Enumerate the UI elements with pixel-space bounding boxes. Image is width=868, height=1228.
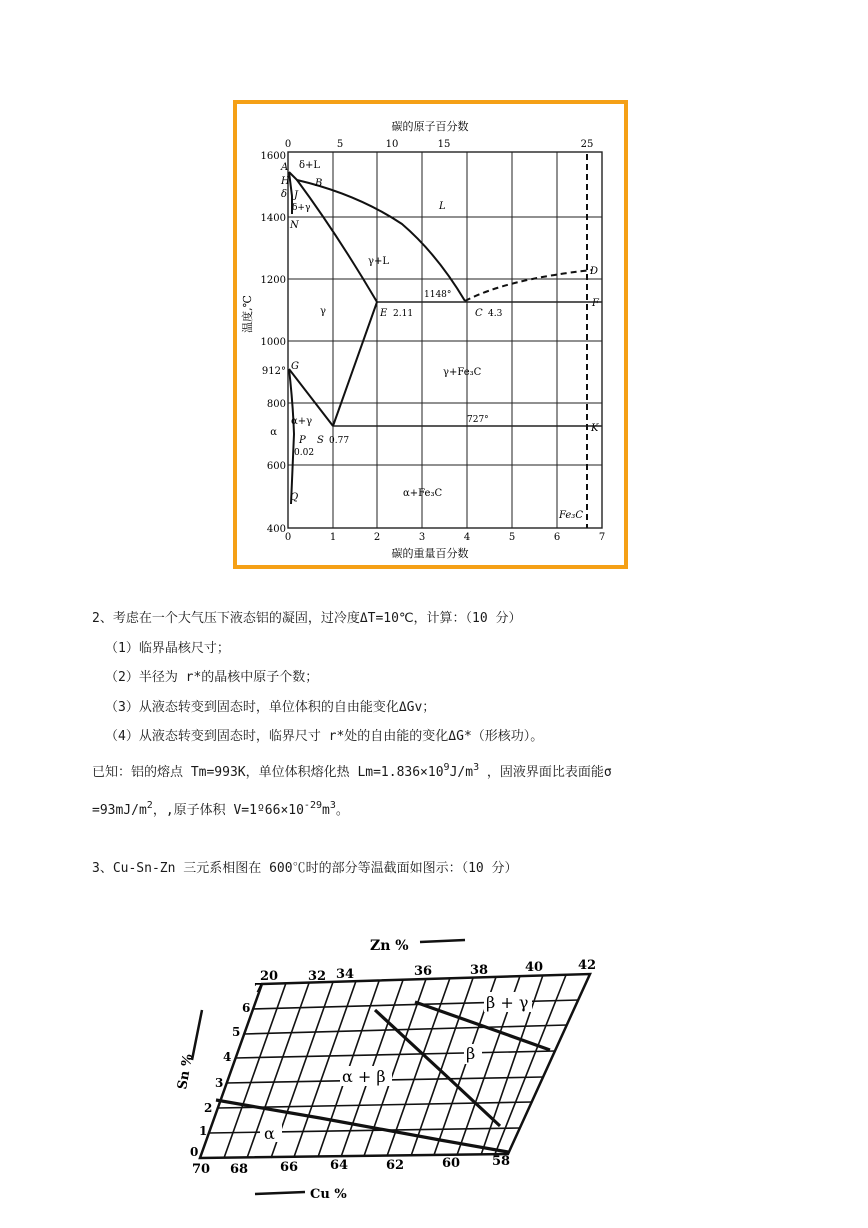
zn-tick-4: 38 [470, 963, 489, 978]
region-gamma: γ [320, 306, 326, 317]
cu-tick-1: 68 [230, 1162, 249, 1177]
cu-tick-6: 58 [492, 1154, 511, 1169]
sn-arrow [192, 1010, 202, 1060]
bottom-tick-5: 5 [508, 532, 516, 543]
point-P: P [299, 435, 306, 446]
known-a-unit-exponent: 3 [473, 762, 480, 773]
cu-tick-5: 60 [442, 1156, 461, 1171]
sn-tick-2: 2 [204, 1101, 213, 1115]
bottom-tick-0: 0 [284, 532, 292, 543]
question-2-sub-1: （1）临界晶核尺寸； [105, 641, 230, 656]
known-values-line-1 [92, 764, 612, 782]
zn-arrow [420, 940, 465, 942]
fe-c-phase-diagram [233, 100, 628, 569]
region-delta-L: δ+L [299, 160, 321, 171]
top-tick-25: 25 [580, 139, 594, 150]
bottom-tick-2: 2 [373, 532, 381, 543]
point-delta: δ [281, 189, 288, 200]
region-alpha-beta: α + β [342, 1067, 386, 1086]
point-S: S [317, 435, 324, 446]
sn-axis-label: Sn % [175, 1052, 197, 1091]
region-L: L [439, 201, 446, 212]
point-K: K [591, 423, 599, 434]
bottom-tick-6: 6 [553, 532, 561, 543]
known-b-unit-exponent: 3 [329, 800, 336, 811]
cu-tick-4: 62 [386, 1158, 405, 1173]
y-tick-800: 800 [266, 399, 286, 410]
bottom-tick-1: 1 [329, 532, 337, 543]
zn-axis-label: Zn % [370, 938, 409, 954]
known-b-exponent-2: -29 [303, 800, 322, 811]
question-2-sub-3: （3）从液态转变到固态时，单位体积的自由能变化ΔGv； [105, 700, 436, 715]
zn-tick-1: 32 [308, 969, 327, 984]
known-a-exponent: 9 [443, 762, 450, 773]
cu-axis-label: Cu % [310, 1187, 347, 1202]
point-D: D [590, 266, 599, 277]
zn-tick-6: 42 [578, 958, 597, 973]
y-tick-1400: 1400 [260, 213, 286, 224]
sn-tick-5: 5 [232, 1025, 241, 1039]
section-regions [260, 992, 532, 1143]
known-b-mid: ，,原子体积 V=1º66×10 [152, 803, 304, 818]
sn-tick-6: 6 [242, 1001, 251, 1015]
value-P: 0.02 [294, 448, 315, 458]
point-J: J [294, 190, 299, 201]
region-gamma-L: γ+L [368, 256, 389, 267]
point-G: G [291, 361, 299, 372]
fe-c-diagram-svg [237, 104, 624, 565]
point-H: H [281, 176, 290, 187]
region-Fe3C: Fe₃C [559, 510, 583, 521]
top-tick-10: 10 [385, 139, 399, 150]
y-axis-title: 温度,℃ [241, 295, 254, 333]
question-3-title: 3、Cu-Sn-Zn 三元系相图在 600℃时的部分等温截面如图示：（10 分） [92, 861, 518, 876]
question-2-title: 2、考虑在一个大气压下液态铝的凝固，过冷度ΔT=10℃，计算：（10 分） [92, 611, 522, 626]
cu-sn-zn-section [175, 930, 620, 1210]
zn-tick-2: 34 [336, 967, 355, 982]
temp-eutectic: 1148° [424, 290, 452, 300]
zn-tick-3: 36 [414, 964, 433, 979]
known-a-unit: J/m [449, 765, 474, 780]
point-E: E [380, 308, 388, 319]
y-tick-400: 400 [266, 524, 286, 535]
y-tick-alpha: α [270, 427, 277, 438]
point-B: B [315, 178, 323, 189]
value-S: 0.77 [329, 436, 350, 446]
region-beta-gamma: β + γ [486, 993, 529, 1012]
region-alpha-gamma: α+γ [291, 416, 313, 427]
question-2-sub-2: （2）半径为 r*的晶核中原子个数； [105, 670, 319, 685]
point-Q: Q [290, 492, 299, 503]
y-tick-1200: 1200 [260, 275, 286, 286]
value-E: 2.11 [393, 309, 414, 319]
region-alpha: α [264, 1124, 275, 1143]
point-A: A [281, 162, 289, 173]
top-axis-title: 碳的原子百分数 [391, 120, 469, 133]
y-tick-1000: 1000 [260, 337, 286, 348]
cu-tick-0: 70 [192, 1162, 211, 1177]
zn-tick-0: 20 [260, 969, 279, 984]
cu-tick-2: 66 [280, 1160, 299, 1175]
known-b-unit: m [321, 803, 330, 818]
region-alpha-Fe3C: α+Fe₃C [403, 488, 443, 499]
y-tick-600: 600 [266, 461, 286, 472]
question-2-sub-4: （4）从液态转变到固态时，临界尺寸 r*处的自由能的变化ΔG*（形核功）。 [105, 729, 544, 744]
point-N: N [290, 220, 299, 231]
top-tick-15: 15 [437, 139, 451, 150]
top-tick-5: 5 [336, 139, 344, 150]
temp-eutectoid: 727° [467, 415, 489, 425]
known-a-text: 已知：铝的熔点 Tm=993K，单位体积熔化热 Lm=1.836×10 [92, 765, 444, 780]
cu-sn-zn-svg [175, 930, 620, 1210]
known-b-exponent: 2 [146, 800, 153, 811]
y-tick-1600: 1600 [260, 151, 286, 162]
region-gamma-Fe3C: γ+Fe₃C [443, 367, 482, 378]
bottom-tick-7: 7 [598, 532, 606, 543]
point-C: C [475, 308, 483, 319]
top-tick-0: 0 [284, 139, 292, 150]
region-beta: β [466, 1044, 476, 1063]
sn-tick-0: 0 [190, 1145, 199, 1159]
zn-tick-5: 40 [525, 960, 544, 975]
y-tick-912: 912° [261, 366, 286, 377]
known-b-tail: 。 [335, 803, 349, 818]
region-delta-gamma: δ+γ [292, 203, 311, 213]
value-C: 4.3 [488, 309, 503, 319]
bottom-tick-3: 3 [418, 532, 426, 543]
sn-tick-7: 7 [254, 981, 263, 995]
sn-tick-3: 3 [215, 1076, 224, 1090]
known-b-text: =93mJ/m [92, 803, 147, 818]
cu-arrow [255, 1192, 305, 1194]
point-F: F [592, 298, 599, 309]
known-values-line-2 [92, 802, 349, 820]
sn-tick-1: 1 [199, 1124, 208, 1138]
bottom-tick-4: 4 [463, 532, 471, 543]
bottom-axis-title: 碳的重量百分数 [391, 547, 469, 560]
known-a-tail: ，固液界面比表面能σ [479, 765, 612, 780]
sn-tick-4: 4 [223, 1050, 232, 1064]
cu-tick-3: 64 [330, 1158, 349, 1173]
